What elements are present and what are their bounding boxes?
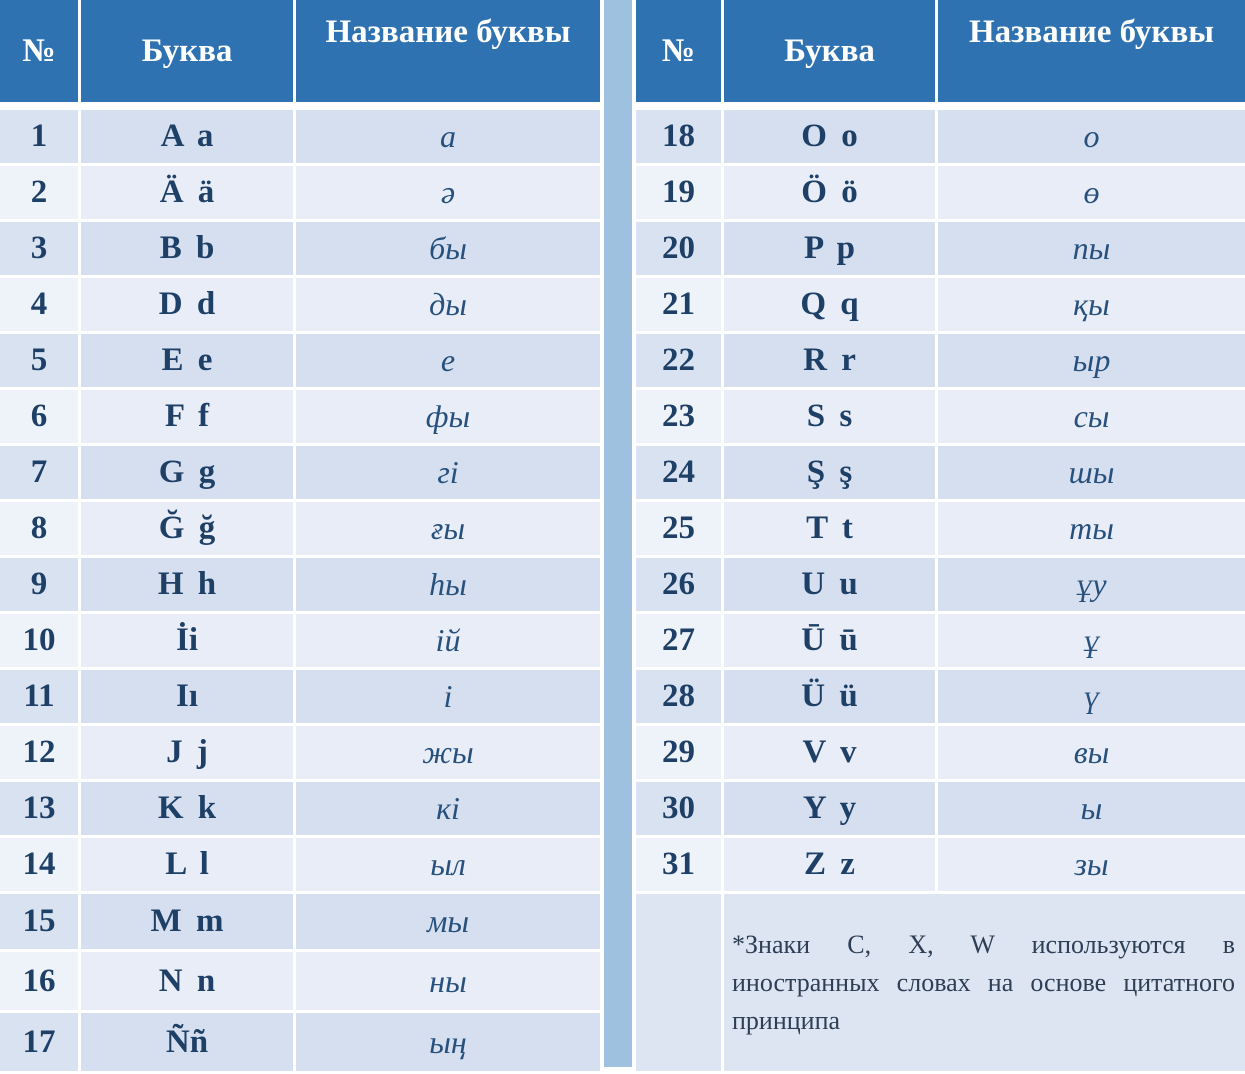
letter-name: ың — [296, 1013, 600, 1074]
header-row — [0, 0, 600, 110]
letter-name: қы — [938, 278, 1245, 334]
letter-glyph: Y y — [724, 782, 938, 838]
table-row — [0, 614, 600, 670]
table-row — [636, 278, 1245, 334]
table-row — [0, 782, 600, 838]
letter-glyph: D d — [81, 278, 296, 334]
letter-glyph: Iı — [81, 670, 296, 726]
letter-name: ты — [938, 502, 1245, 558]
letter-number: 10 — [0, 614, 81, 670]
letter-name: ій — [296, 614, 600, 670]
letter-number: 23 — [636, 390, 724, 446]
table-row — [0, 166, 600, 222]
letter-glyph: U u — [724, 558, 938, 614]
letter-name: мы — [296, 894, 600, 952]
letter-name: ү — [938, 670, 1245, 726]
letter-number: 24 — [636, 446, 724, 502]
table-row — [0, 222, 600, 278]
letter-number: 14 — [0, 838, 81, 894]
letter-header: Буква — [724, 0, 938, 110]
letter-glyph: B b — [81, 222, 296, 278]
number-header: № — [636, 0, 724, 110]
letter-name: ыр — [938, 334, 1245, 390]
letter-glyph: O o — [724, 110, 938, 166]
letter-name: зы — [938, 838, 1245, 894]
table-row — [0, 446, 600, 502]
letter-name: е — [296, 334, 600, 390]
letter-number: 21 — [636, 278, 724, 334]
letter-glyph: Ññ — [81, 1013, 296, 1074]
letter-number: 20 — [636, 222, 724, 278]
letter-name: ғы — [296, 502, 600, 558]
letter-number: 4 — [0, 278, 81, 334]
table-row — [636, 782, 1245, 838]
table-row — [0, 1013, 600, 1074]
letter-name: ұ — [938, 614, 1245, 670]
letter-number: 11 — [0, 670, 81, 726]
letter-glyph: M m — [81, 894, 296, 952]
letter-number: 25 — [636, 502, 724, 558]
table-row — [636, 726, 1245, 782]
letter-name: ы — [938, 782, 1245, 838]
table-row — [0, 334, 600, 390]
letter-name: һы — [296, 558, 600, 614]
letter-number: 9 — [0, 558, 81, 614]
table-row — [636, 446, 1245, 502]
table-row — [0, 838, 600, 894]
letter-number: 2 — [0, 166, 81, 222]
letter-number: 22 — [636, 334, 724, 390]
letter-name: гі — [296, 446, 600, 502]
letter-header: Буква — [81, 0, 296, 110]
table-row — [0, 110, 600, 166]
letter-name: кі — [296, 782, 600, 838]
footnote: *Знаки C, X, W используются в иностранных словах на основе цитатного принципа — [724, 894, 1245, 1074]
letter-number: 7 — [0, 446, 81, 502]
table-row — [0, 670, 600, 726]
name-header: Название буквы — [296, 0, 600, 110]
letter-glyph: G g — [81, 446, 296, 502]
letter-number: 12 — [0, 726, 81, 782]
table-row — [636, 390, 1245, 446]
column-divider — [600, 0, 636, 1067]
letter-glyph: P p — [724, 222, 938, 278]
alphabet-table-right — [636, 0, 1245, 1074]
letter-name: пы — [938, 222, 1245, 278]
table-row — [0, 502, 600, 558]
letter-number: 16 — [0, 952, 81, 1013]
letter-glyph: Ş ş — [724, 446, 938, 502]
letter-name: а — [296, 110, 600, 166]
table-row — [0, 278, 600, 334]
letter-glyph: N n — [81, 952, 296, 1013]
letter-number: 31 — [636, 838, 724, 894]
letter-number: 15 — [0, 894, 81, 952]
letter-number: 8 — [0, 502, 81, 558]
letter-name: вы — [938, 726, 1245, 782]
table-row — [636, 670, 1245, 726]
letter-name: ыл — [296, 838, 600, 894]
letter-glyph: Ä ä — [81, 166, 296, 222]
letter-glyph: Ğ ğ — [81, 502, 296, 558]
letter-number: 13 — [0, 782, 81, 838]
letter-number: 5 — [0, 334, 81, 390]
letter-number: 19 — [636, 166, 724, 222]
name-header: Название буквы — [938, 0, 1245, 110]
table-row — [636, 614, 1245, 670]
letter-number: 30 — [636, 782, 724, 838]
note-row — [636, 894, 1245, 1074]
letter-name: ұу — [938, 558, 1245, 614]
table-row — [636, 222, 1245, 278]
letter-glyph: R r — [724, 334, 938, 390]
letter-glyph: Ö ö — [724, 166, 938, 222]
letter-number: 1 — [0, 110, 81, 166]
letter-glyph: Q q — [724, 278, 938, 334]
header-row — [636, 0, 1245, 110]
letter-glyph: K k — [81, 782, 296, 838]
letter-glyph: J j — [81, 726, 296, 782]
letter-name: ә — [296, 166, 600, 222]
letter-glyph: T t — [724, 502, 938, 558]
table-row — [636, 502, 1245, 558]
letter-glyph: İi — [81, 614, 296, 670]
letter-name: жы — [296, 726, 600, 782]
table-row — [0, 726, 600, 782]
letter-number: 27 — [636, 614, 724, 670]
letter-name: бы — [296, 222, 600, 278]
letter-number: 28 — [636, 670, 724, 726]
letter-glyph: H h — [81, 558, 296, 614]
letter-name: о — [938, 110, 1245, 166]
letter-name: ө — [938, 166, 1245, 222]
letter-name: фы — [296, 390, 600, 446]
letter-glyph: V v — [724, 726, 938, 782]
alphabet-table-left — [0, 0, 600, 1074]
letter-name: шы — [938, 446, 1245, 502]
table-row — [636, 838, 1245, 894]
letter-number: 26 — [636, 558, 724, 614]
letter-name: ды — [296, 278, 600, 334]
table-row — [636, 334, 1245, 390]
letter-glyph: E e — [81, 334, 296, 390]
letter-number: 6 — [0, 390, 81, 446]
letter-number: 18 — [636, 110, 724, 166]
letter-glyph: Ü ü — [724, 670, 938, 726]
letter-glyph: L l — [81, 838, 296, 894]
note-spacer — [636, 894, 724, 1074]
table-row — [636, 558, 1245, 614]
letter-glyph: S s — [724, 390, 938, 446]
table-row — [0, 894, 600, 952]
table-row — [0, 558, 600, 614]
number-header: № — [0, 0, 81, 110]
letter-glyph: Z z — [724, 838, 938, 894]
letter-name: сы — [938, 390, 1245, 446]
letter-glyph: A a — [81, 110, 296, 166]
table-row — [0, 952, 600, 1013]
letter-glyph: F f — [81, 390, 296, 446]
table-row — [636, 166, 1245, 222]
letter-number: 17 — [0, 1013, 81, 1074]
letter-number: 29 — [636, 726, 724, 782]
table-row — [636, 110, 1245, 166]
letter-name: ны — [296, 952, 600, 1013]
letter-number: 3 — [0, 222, 81, 278]
letter-glyph: Ū ū — [724, 614, 938, 670]
letter-name: і — [296, 670, 600, 726]
table-row — [0, 390, 600, 446]
